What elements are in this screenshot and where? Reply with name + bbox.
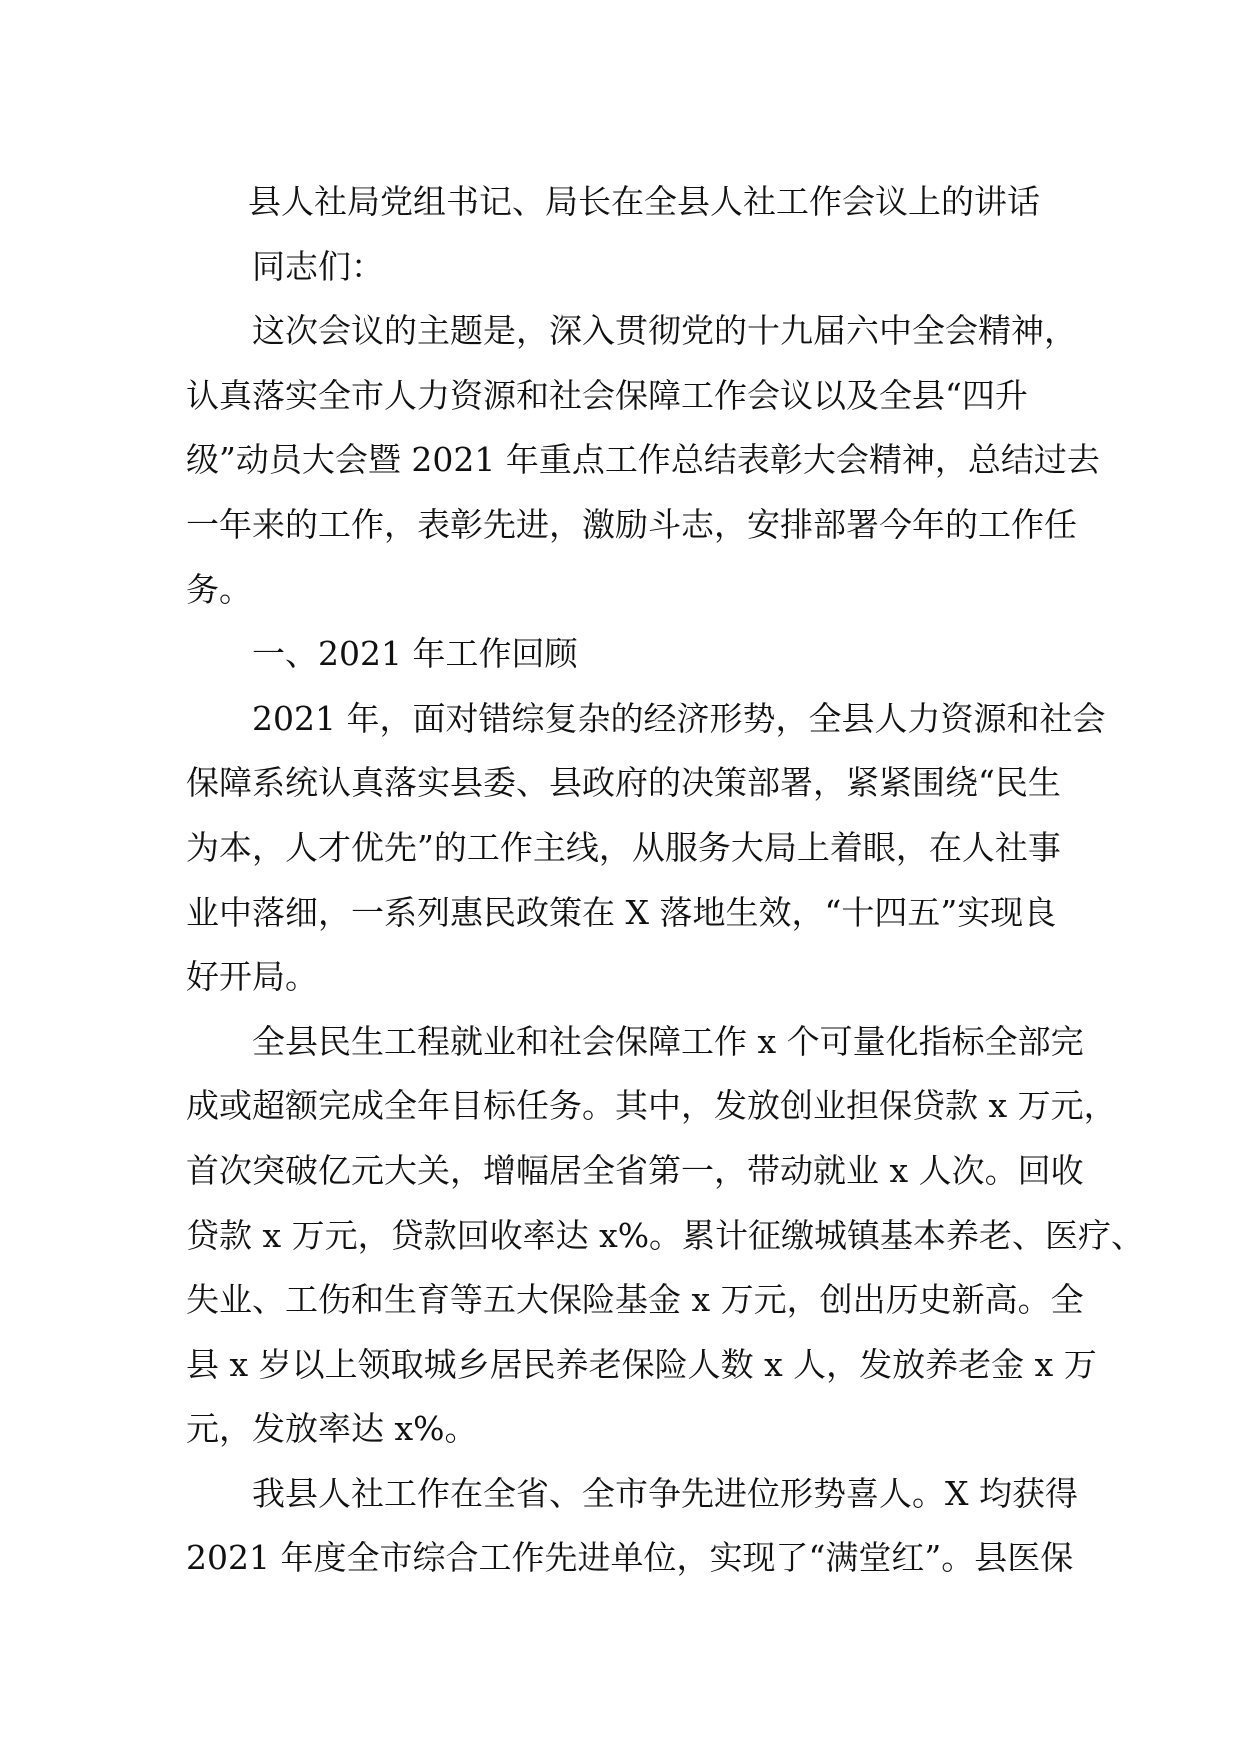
paragraph-2 xyxy=(186,687,1106,1010)
paragraph-line: 认真落实全市人力资源和社会保障工作会议以及全县“四升 xyxy=(186,375,1028,415)
paragraph-line: 首次突破亿元大关，增幅居全省第一，带动就业 x 人次。回收 xyxy=(186,1150,1084,1190)
paragraph-line: 成或超额完成全年目标任务。其中，发放创业担保贷款 x 万元， xyxy=(186,1086,1117,1126)
paragraph-3 xyxy=(186,1010,1145,1462)
paragraph-line: 这次会议的主题是，深入贯彻党的十九届六中全会精神， xyxy=(252,311,1077,351)
document-title: 县人社局党组书记、局长在全县人社工作会议上的讲话 xyxy=(248,182,1040,221)
paragraph-line: 2021 年度全市综合工作先进单位，实现了“满堂红”。县医保 xyxy=(186,1538,1074,1578)
paragraph-4 xyxy=(186,1462,1078,1591)
paragraph-line: 好开局。 xyxy=(186,957,318,997)
paragraph-line: 县 x 岁以上领取城乡居民养老保险人数 x 人，发放养老金 x 万 xyxy=(186,1344,1097,1384)
paragraph-line: 贷款 x 万元，贷款回收率达 x%。累计征缴城镇基本养老、医疗、 xyxy=(186,1215,1145,1255)
paragraph-line: 务。 xyxy=(186,569,252,609)
paragraph-line: 全县民生工程就业和社会保障工作 x 个可量化指标全部完 xyxy=(252,1021,1084,1061)
document-body xyxy=(186,170,1145,1591)
paragraph-1 xyxy=(186,299,1100,622)
paragraph-line: 失业、工伤和生育等五大保险基金 x 万元，创出历史新高。全 xyxy=(186,1280,1084,1320)
paragraph-line: 2021 年，面对错综复杂的经济形势，全县人力资源和社会 xyxy=(252,698,1106,738)
section-heading: 一、2021 年工作回顾 xyxy=(252,634,578,674)
paragraph-line: 为本，人才优先”的工作主线，从服务大局上着眼，在人社事 xyxy=(186,827,1061,867)
paragraph-line: 业中落细，一系列惠民政策在 X 落地生效，“十四五”实现良 xyxy=(186,892,1057,932)
paragraph-line: 级”动员大会暨 2021 年重点工作总结表彰大会精神，总结过去 xyxy=(186,440,1100,480)
greeting: 同志们： xyxy=(252,246,384,286)
paragraph-line: 保障系统认真落实县委、县政府的决策部署，紧紧围绕“民生 xyxy=(186,763,1061,803)
paragraph-line: 元，发放率达 x%。 xyxy=(186,1409,478,1449)
paragraph-line: 我县人社工作在全省、全市争先进位形势喜人。X 均获得 xyxy=(252,1473,1078,1513)
paragraph-line: 一年来的工作，表彰先进，激励斗志，安排部署今年的工作任 xyxy=(186,504,1077,544)
